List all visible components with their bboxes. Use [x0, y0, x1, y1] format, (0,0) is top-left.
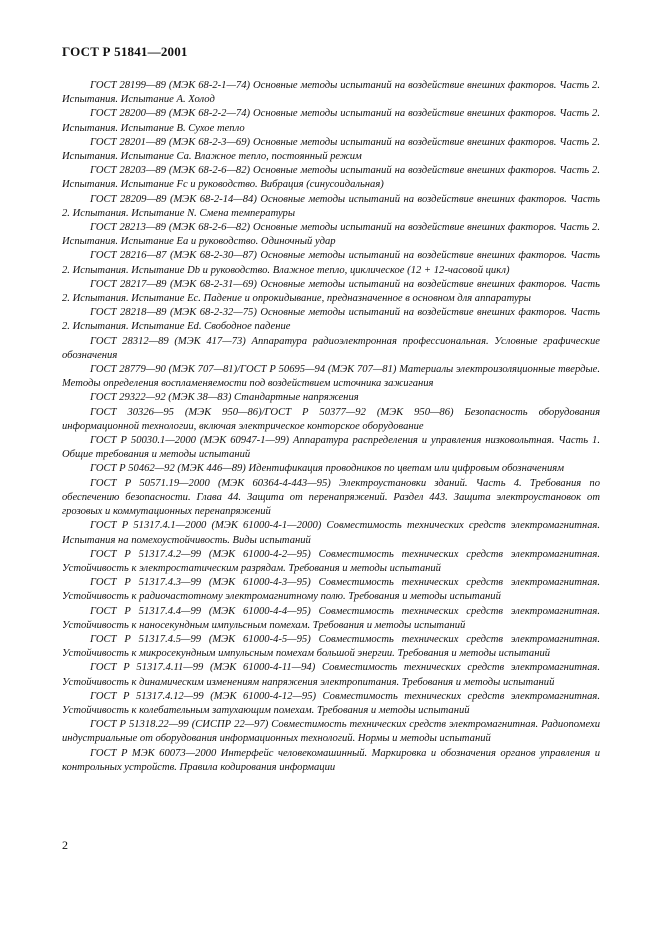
- reference-item: ГОСТ 28200—89 (МЭК 68-2-2—74) Основные методы испытаний на воздействие внешних факторов. Часть 2. Испытания. Испытание В. Сухое тепло: [62, 108, 600, 134]
- reference-item: ГОСТ 28779—90 (МЭК 707—81)/ГОСТ Р 50695—94 (МЭК 707—81) Материалы электроизоляционные твердые. Методы определения воспламеняемости под воздействием источника зажигания: [62, 364, 600, 390]
- reference-item: ГОСТ 28213—89 (МЭК 68-2-6—82) Основные методы испытаний на воздействие внешних факторов. Часть 2. Испытания. Испытание Еа и руководство. Одиночный удар: [62, 222, 600, 248]
- reference-item: ГОСТ 28209—89 (МЭК 68-2-14—84) Основные методы испытаний на воздействие внешних факторов. Часть 2. Испытания. Испытание N. Смена температуры: [62, 193, 600, 219]
- reference-item: ГОСТ Р 51317.4.3—99 (МЭК 61000-4-3—95) Совместимость технических средств электромагнитная. Устойчивость к радиочастотному электромагнитному полю. Требования и методы испытаний: [62, 577, 600, 603]
- reference-item: ГОСТ Р 51318.22—99 (СИСПР 22—97) Совместимость технических средств электромагнитная. Радиопомехи индустриальные от оборудования информационных технологий. Нормы и методы испытаний: [62, 719, 600, 745]
- reference-item: ГОСТ Р МЭК 60073—2000 Интерфейс человекомашинный. Маркировка и обозначения органов управления и контрольных устройств. Правила кодирования информации: [62, 747, 600, 773]
- reference-item: ГОСТ Р 50571.19—2000 (МЭК 60364-4-443—95) Электроустановки зданий. Часть 4. Требования по обеспечению безопасности. Глава 44. Защита от перенапряжений. Раздел 443. Защита электроустановок от грозовых и коммутационных перенапряжений: [62, 477, 600, 518]
- document-title: ГОСТ Р 51841—2001: [62, 44, 188, 59]
- reference-item: ГОСТ 28217—89 (МЭК 68-2-31—69) Основные методы испытаний на воздействие внешних факторов. Часть 2. Испытания. Испытание Ес. Падение и опрокидывание, предназначенное в основном для аппаратуры: [62, 278, 600, 305]
- normative-references-list: [62, 79, 600, 775]
- reference-item: ГОСТ Р 51317.4.4—99 (МЭК 61000-4-4—95) Совместимость технических средств электромагнитная. Устойчивость к наносекундным импульсным помехам. Требования и методы испытаний: [62, 605, 600, 631]
- reference-item: ГОСТ Р 51317.4.5—99 (МЭК 61000-4-5—95) Совместимость технических средств электромагнитная. Устойчивость к микросекундным импульсным помехам большой энергии. Требования и методы испытаний: [62, 633, 600, 660]
- reference-item: ГОСТ 28203—89 (МЭК 68-2-6—82) Основные методы испытаний на воздействие внешних факторов. Часть 2. Испытания. Испытание Fc и руководство. Вибрация (синусоидальная): [62, 165, 600, 191]
- reference-item: ГОСТ 29322—92 (МЭК 38—83) Стандартные напряжения: [90, 392, 359, 404]
- reference-item: ГОСТ 28201—89 (МЭК 68-2-3—69) Основные методы испытаний на воздействие внешних факторов. Часть 2. Испытания. Испытание Са. Влажное тепло, постоянный режим: [62, 136, 600, 163]
- document-header: [62, 44, 188, 60]
- reference-item: ГОСТ 28312—89 (МЭК 417—73) Аппаратура радиоэлектронная профессиональная. Условные графические обозначения: [62, 335, 600, 361]
- page-number: 2: [62, 838, 68, 852]
- reference-item: ГОСТ 28199—89 (МЭК 68-2-1—74) Основные методы испытаний на воздействие внешних факторов. Часть 2. Испытания. Испытание А. Холод: [62, 80, 600, 106]
- reference-item: ГОСТ Р 50462—92 (МЭК 446—89) Идентификация проводников по цветам или цифровым обозначениям: [90, 463, 564, 475]
- reference-item: ГОСТ 30326—95 (МЭК 950—86)/ГОСТ Р 50377—92 (МЭК 950—86) Безопасность оборудования информационной технологии, включая электрическое конторское оборудование: [62, 406, 600, 432]
- reference-item: ГОСТ Р 51317.4.2—99 (МЭК 61000-4-2—95) Совместимость технических средств электромагнитная. Устойчивость к электростатическим разрядам. Требования и методы испытаний: [62, 548, 600, 574]
- reference-item: ГОСТ 28216—87 (МЭК 68-2-30—87) Основные методы испытаний на воздействие внешних факторов. Часть 2. Испытания. Испытание Db и руководство. Влажное тепло, циклическое (12 + 12-часовой цикл): [62, 250, 600, 276]
- reference-item: ГОСТ Р 51317.4.12—99 (МЭК 61000-4-12—95) Совместимость технических средств электромагнитная. Устойчивость к колебательным затухающим помехам. Требования и методы испытаний: [62, 690, 600, 716]
- reference-item: ГОСТ 28218—89 (МЭК 68-2-32—75) Основные методы испытаний на воздействие внешних факторов. Часть 2. Испытания. Испытание Ed. Свободное падение: [62, 307, 600, 333]
- reference-item: ГОСТ Р 50030.1—2000 (МЭК 60947-1—99) Аппаратура распределения и управления низковольтная. Часть 1. Общие требования и методы испытаний: [62, 435, 600, 461]
- reference-item: ГОСТ Р 51317.4.11—99 (МЭК 61000-4-11—94) Совместимость технических средств электромагнитная. Устойчивость к динамическим изменениям напряжения электропитания. Требования и методы испытаний: [62, 662, 600, 688]
- reference-item: ГОСТ Р 51317.4.1—2000 (МЭК 61000-4-1—2000) Совместимость технических средств электромагнитная. Испытания на помехоустойчивость. Виды испытаний: [62, 520, 600, 546]
